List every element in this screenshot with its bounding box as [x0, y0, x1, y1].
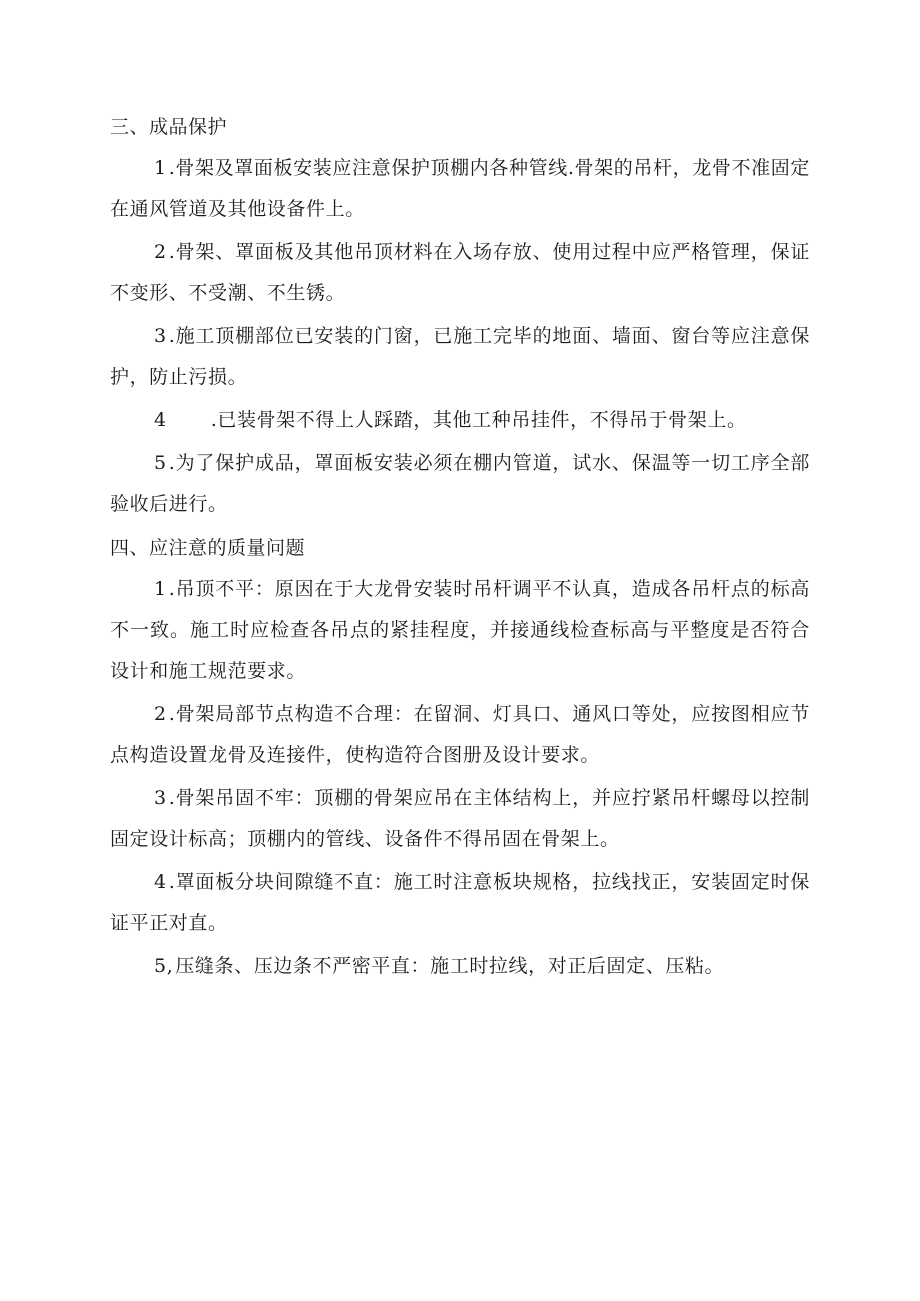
item-text: .骨架及罩面板安装应注意保护顶棚内各种管线.骨架的吊杆，龙骨不准固定在通风管道及其他设备件上。: [110, 157, 810, 220]
section-heading: 三、成品保护: [110, 116, 228, 138]
list-item: [110, 946, 810, 987]
item-text: .已装骨架不得上人踩踏，其他工种吊挂件，不得吊于骨架上。: [210, 409, 747, 431]
section-heading: 四、应注意的质量问题: [110, 537, 306, 559]
item-text: 压缝条、压边条不严密平直：施工时拉线，对正后固定、压粘。: [175, 955, 725, 977]
list-item: [110, 400, 810, 441]
item-text: .吊顶不平：原因在于大龙骨安装时吊杆调平不认真，造成各吊杆点的标高不一致。施工时应检查各吊点的紧挂程度，并接通线检查标高与平整度是否符合设计和施工规范要求。: [110, 578, 810, 682]
item-text: .骨架吊固不牢：顶棚的骨架应吊在主体结构上，并应拧紧吊杆螺母以控制固定设计标高；顶棚内的管线、设备件不得吊固在骨架上。: [110, 787, 810, 850]
list-item: [110, 232, 810, 314]
item-number: 3: [154, 787, 167, 809]
list-item: [110, 862, 810, 944]
list-item: [110, 569, 810, 692]
list-item: [110, 694, 810, 776]
item-number: 2: [154, 703, 167, 725]
item-text: .为了保护成品，罩面板安装必须在棚内管道，试水、保温等一切工序全部验收后进行。: [110, 452, 810, 515]
list-item: [110, 778, 810, 860]
item-number: 4: [154, 409, 167, 431]
item-text: .骨架局部节点构造不合理：在留洞、灯具口、通风口等处，应按图相应节点构造设置龙骨及连接件，使构造符合图册及设计要求。: [110, 703, 810, 766]
item-text: .施工顶棚部位已安装的门窗，已施工完毕的地面、墙面、窗台等应注意保护，防止污损。: [110, 325, 810, 388]
item-number: 5,: [154, 955, 174, 977]
item-number: 1: [154, 157, 167, 179]
list-item: [110, 316, 810, 398]
item-number: 5: [154, 452, 167, 474]
list-item: [110, 148, 810, 230]
list-item: [110, 443, 810, 525]
item-text: .罩面板分块间隙缝不直：施工时注意板块规格，拉线找正，安装固定时保证平正对直。: [110, 871, 810, 934]
item-number: 3: [154, 325, 167, 347]
item-text: .骨架、罩面板及其他吊顶材料在入场存放、使用过程中应严格管理，保证不变形、不受潮、不生锈。: [110, 241, 810, 304]
item-number: 1: [154, 578, 167, 600]
item-number: 2: [154, 241, 167, 263]
item-number: 4: [154, 871, 167, 893]
